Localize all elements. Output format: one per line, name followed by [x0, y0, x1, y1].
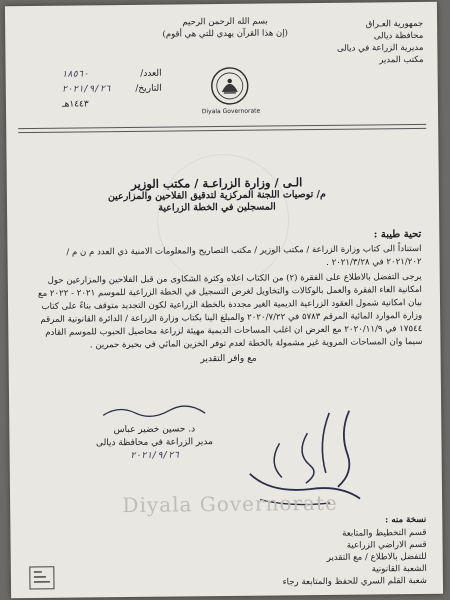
copy-recipient: قسم التخطيط والمتابعة [342, 527, 427, 539]
greeting: تحية طيبة : [373, 228, 422, 241]
body-paragraph: استناداً الى كتاب وزارة الزراعة / مكتب الوزير / مكتب التصاريح والمعلومات الامنية ذي العدد م ن م / ٢٠٢١/٢٠٢ في ٢٠٢١/٣/٢٨ . [66, 243, 422, 268]
subject-line: م/ توصيات اللجنة المركزية لتدقيق الفلاحين والمزارعين [107, 188, 326, 203]
reference-block [62, 67, 162, 113]
body-paragraph: يرجى التفضل بالاطلاع على الفقرة (٢) من الكتاب اعلاه وكثرة الشكاوى من قبل الفلاحين والمزارعين حول امكانية الغاء الفقرة والعمل بالوكالات والتخاويل لغرض التسجيل في الخطة الزراعية للموسم ٢٠٢١ - ٢٠٢٢ مع بيان امكانية شمول العقود الزراعية الديمية الغير مجددة بالخطة الزراعية لكون التجديد متوقف بناءً على كتاب وزارة الموارد المائية المرقم ٥٧٨٣ في ٢٠٢٠/٧/٢٢ والمبلغ الينا بكتاب وزارة الزراعة / الدائرة القانونية المرقم ١٧٥٤٤ في ٢٠٢٠/١١/٩ مع العرض ان اغلب المساحات الديمية مهيئة لزراعة محاصيل الحبوب للموسم القادم سيما وان المساحات المروية غير مشمولة بالخطة لعدم توفر الخزين المائي في بحيرة حمرين . [37, 271, 423, 351]
copies-block [196, 514, 427, 589]
signature-icon [99, 404, 209, 419]
number-row [62, 67, 162, 83]
copy-recipient: شعبة القلم السري للحفظ والمتابعة رجاء [282, 575, 428, 588]
verse: (إن هذا القرآن يهدي للتي هي أقوم) [162, 28, 288, 40]
letterhead-right [328, 18, 423, 67]
letterhead-line: مكتب المدير [379, 54, 424, 66]
closing: مع وافر التقدير [200, 353, 257, 365]
governorate-logo-icon [210, 66, 250, 106]
signature-block [79, 404, 230, 464]
letterhead-line: محافظة ديالى [373, 30, 424, 42]
number-value: ١٨٥٦٠ [61, 69, 89, 80]
date-value: ٢٠٢١/٩/٢٦ [61, 84, 111, 95]
corner-stamp-icon [29, 566, 55, 590]
addressee: الـى / وزارة الزراعـة / مكتب الوزير [131, 175, 303, 191]
signature-date: ٢٠٢١/٩/٢٦ [130, 450, 180, 461]
subject-line: المسجلين في الخطة الزراعية [158, 201, 276, 214]
letterhead-line: مديرية الزراعة في ديالى [336, 42, 424, 54]
copy-recipient: قسم الاراضي الزراعية [346, 539, 427, 551]
date-row [62, 82, 162, 98]
hijri-row [62, 97, 162, 113]
header-divider [18, 128, 426, 133]
number-label: العدد/ [140, 68, 162, 79]
date-label: التاريخ/ [135, 83, 162, 94]
logo-caption: Diyala Governorate [201, 107, 261, 116]
addressee-block [67, 174, 367, 215]
letter-body [33, 228, 422, 368]
document-page [5, 2, 443, 598]
copy-recipient: للتفضل بالاطلاع / مع التقدير [326, 551, 427, 563]
letterhead-line: جمهورية العـراق [365, 18, 424, 30]
copies-heading: نسخة منه : [385, 514, 427, 526]
letterhead-center [135, 15, 315, 41]
hijri-value: ١٤٤٣هـ [61, 99, 89, 110]
bismillah: بسم الله الرحمن الرحيم [182, 16, 268, 28]
signatory-name: د. حسين خضير عباس [113, 424, 196, 436]
watermark-text: Diyala Governorate [122, 490, 338, 518]
copy-recipient: الشعبة القانونية [371, 563, 427, 575]
signatory-title: مدير الزراعة في محافظة ديالى [95, 437, 213, 449]
